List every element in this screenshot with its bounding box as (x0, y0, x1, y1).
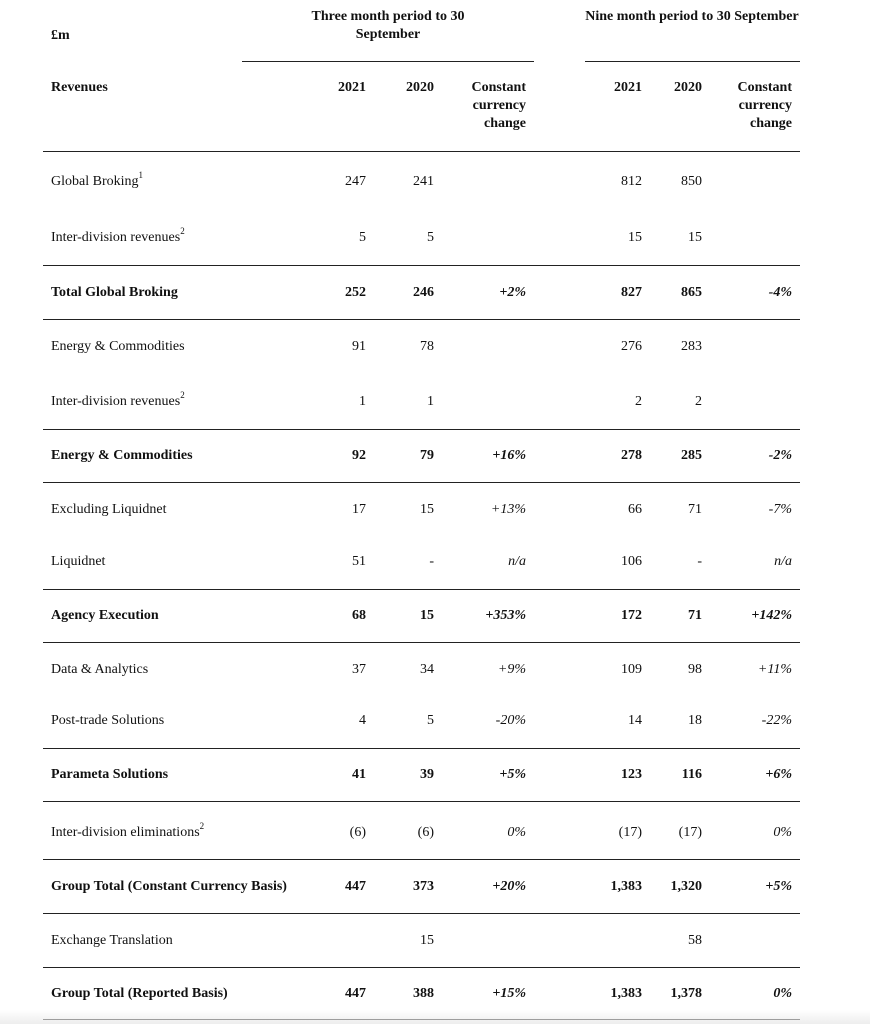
cell-n20: 285 (681, 448, 702, 463)
cell-n21: 14 (628, 713, 642, 728)
cell-n20: 15 (688, 230, 702, 245)
cell-qc: +16% (492, 448, 526, 463)
cell-n20: 283 (681, 339, 702, 354)
nine-month-header: Nine month period to 30 September (585, 9, 799, 24)
three-month-underline (242, 61, 534, 62)
row-divider (43, 642, 800, 643)
cell-nc: 0% (773, 986, 792, 1001)
cell-qc: -20% (495, 713, 526, 728)
cell-n20: 116 (681, 767, 702, 782)
cell-q21: (6) (349, 825, 366, 840)
cell-q20: 39 (420, 767, 434, 782)
row-label: Inter-division eliminations$^2$ (51, 821, 205, 840)
row-divider (43, 859, 800, 860)
cell-n21: 172 (621, 608, 642, 623)
row-divider (43, 748, 800, 749)
row-label: Excluding Liquidnet (51, 502, 167, 517)
col-n-2021: 2021 (614, 80, 642, 95)
cell-q21: 41 (352, 767, 366, 782)
row-label: Liquidnet (51, 554, 106, 569)
cell-q21: 4 (359, 713, 366, 728)
cell-q20: 15 (420, 502, 434, 517)
revenues-label: Revenues (51, 80, 108, 95)
cell-qc: +20% (492, 879, 526, 894)
col-q-change: Constant currency change (471, 80, 526, 131)
row-divider (43, 482, 800, 483)
cell-qc: +353% (485, 608, 526, 623)
row-label: Inter-division revenues$^2$ (51, 390, 185, 409)
footnote-marker: 2 (180, 390, 185, 401)
cell-q20: 373 (413, 879, 434, 894)
cell-nc: -22% (761, 713, 792, 728)
cell-nc: n/a (774, 554, 792, 569)
row-divider (43, 801, 800, 802)
row-label: Inter-division revenues$^2$ (51, 226, 185, 245)
cell-qc: +13% (490, 502, 526, 517)
cell-q20: - (429, 554, 434, 569)
cell-qc: n/a (508, 554, 526, 569)
cell-q20: (6) (417, 825, 434, 840)
cell-qc: +9% (497, 662, 526, 677)
cell-q20: 246 (413, 285, 434, 300)
row-label: Exchange Translation (51, 933, 173, 948)
cell-nc: +142% (751, 608, 792, 623)
cell-n21: 276 (621, 339, 642, 354)
cell-q21: 37 (352, 662, 366, 677)
col-n-2020: 2020 (674, 80, 702, 95)
footnote-marker: 2 (180, 226, 185, 237)
cell-nc: -7% (768, 502, 792, 517)
cell-n20: 865 (681, 285, 702, 300)
row-divider (43, 589, 800, 590)
cell-q20: 15 (420, 933, 434, 948)
cell-n21: 106 (621, 554, 642, 569)
cell-q21: 5 (359, 230, 366, 245)
cell-n21: 278 (621, 448, 642, 463)
nine-month-underline (585, 61, 800, 62)
row-label: Total Global Broking (51, 285, 178, 300)
cell-nc: +6% (765, 767, 792, 782)
cell-q21: 1 (359, 394, 366, 409)
row-label: Group Total (Reported Basis) (51, 986, 228, 1001)
cell-n21: 812 (621, 174, 642, 189)
cell-q21: 17 (352, 502, 366, 517)
cell-n20: (17) (678, 825, 702, 840)
cell-n20: 71 (688, 608, 702, 623)
col-q-2020: 2020 (406, 80, 434, 95)
cell-n21: 827 (621, 285, 642, 300)
footnote-marker: 2 (199, 821, 205, 832)
cell-n21: 1,383 (610, 879, 642, 894)
col-q-2021: 2021 (338, 80, 366, 95)
unit-label: £m (51, 28, 70, 43)
row-label: Energy & Commodities (51, 448, 193, 463)
cell-n21: 1,383 (610, 986, 642, 1001)
cell-nc: -2% (768, 448, 792, 463)
cell-n21: (17) (618, 825, 642, 840)
cell-q20: 241 (413, 174, 434, 189)
cell-q20: 5 (427, 230, 434, 245)
cell-nc: -4% (768, 285, 792, 300)
cell-n20: 1,320 (670, 879, 702, 894)
row-label: Data & Analytics (51, 662, 149, 677)
cell-n21: 123 (621, 767, 642, 782)
row-label: Parameta Solutions (51, 767, 169, 782)
row-label: Global Broking$^1$ (51, 170, 143, 189)
cell-n20: 18 (688, 713, 702, 728)
cell-nc: 0% (773, 825, 792, 840)
cell-n20: - (697, 554, 702, 569)
row-label: Agency Execution (51, 608, 159, 623)
cell-n20: 2 (695, 394, 702, 409)
cell-nc: +11% (757, 662, 792, 677)
cell-q20: 388 (413, 986, 434, 1001)
cell-q21: 68 (352, 608, 366, 623)
cell-qc: +15% (492, 986, 526, 1001)
cell-qc: +2% (499, 285, 526, 300)
col-n-change: Constant currency change (737, 80, 792, 131)
row-divider (43, 265, 800, 266)
cell-n20: 71 (688, 502, 702, 517)
cell-q21: 92 (352, 448, 366, 463)
cell-qc: +5% (499, 767, 526, 782)
cell-q21: 51 (352, 554, 366, 569)
row-divider (43, 429, 800, 430)
cell-n21: 15 (628, 230, 642, 245)
cell-n20: 1,378 (670, 986, 702, 1001)
cell-n21: 2 (635, 394, 642, 409)
cell-n20: 58 (688, 933, 702, 948)
cell-q21: 91 (352, 339, 366, 354)
cell-q21: 447 (345, 986, 366, 1001)
cell-q20: 79 (420, 448, 434, 463)
cell-q21: 247 (345, 174, 366, 189)
cell-n21: 109 (621, 662, 642, 677)
row-divider (43, 967, 800, 968)
row-label: Post-trade Solutions (51, 713, 165, 728)
bottom-fade (0, 1010, 870, 1024)
cell-q21: 447 (345, 879, 366, 894)
row-label: Group Total (Constant Currency Basis) (51, 879, 287, 894)
cell-q21: 252 (345, 285, 366, 300)
cell-n21: 66 (628, 502, 642, 517)
three-month-header: Three month period to 30 September (311, 9, 465, 42)
cell-n20: 850 (681, 174, 702, 189)
row-divider (43, 151, 800, 152)
row-label: Energy & Commodities (51, 339, 185, 354)
footnote-marker: 1 (138, 170, 143, 181)
cell-n20: 98 (688, 662, 702, 677)
row-divider (43, 319, 800, 320)
cell-q20: 34 (420, 662, 434, 677)
cell-q20: 5 (427, 713, 434, 728)
cell-q20: 15 (420, 608, 434, 623)
row-divider (43, 913, 800, 914)
cell-q20: 78 (420, 339, 434, 354)
cell-nc: +5% (765, 879, 792, 894)
cell-qc: 0% (507, 825, 526, 840)
cell-q20: 1 (427, 394, 434, 409)
